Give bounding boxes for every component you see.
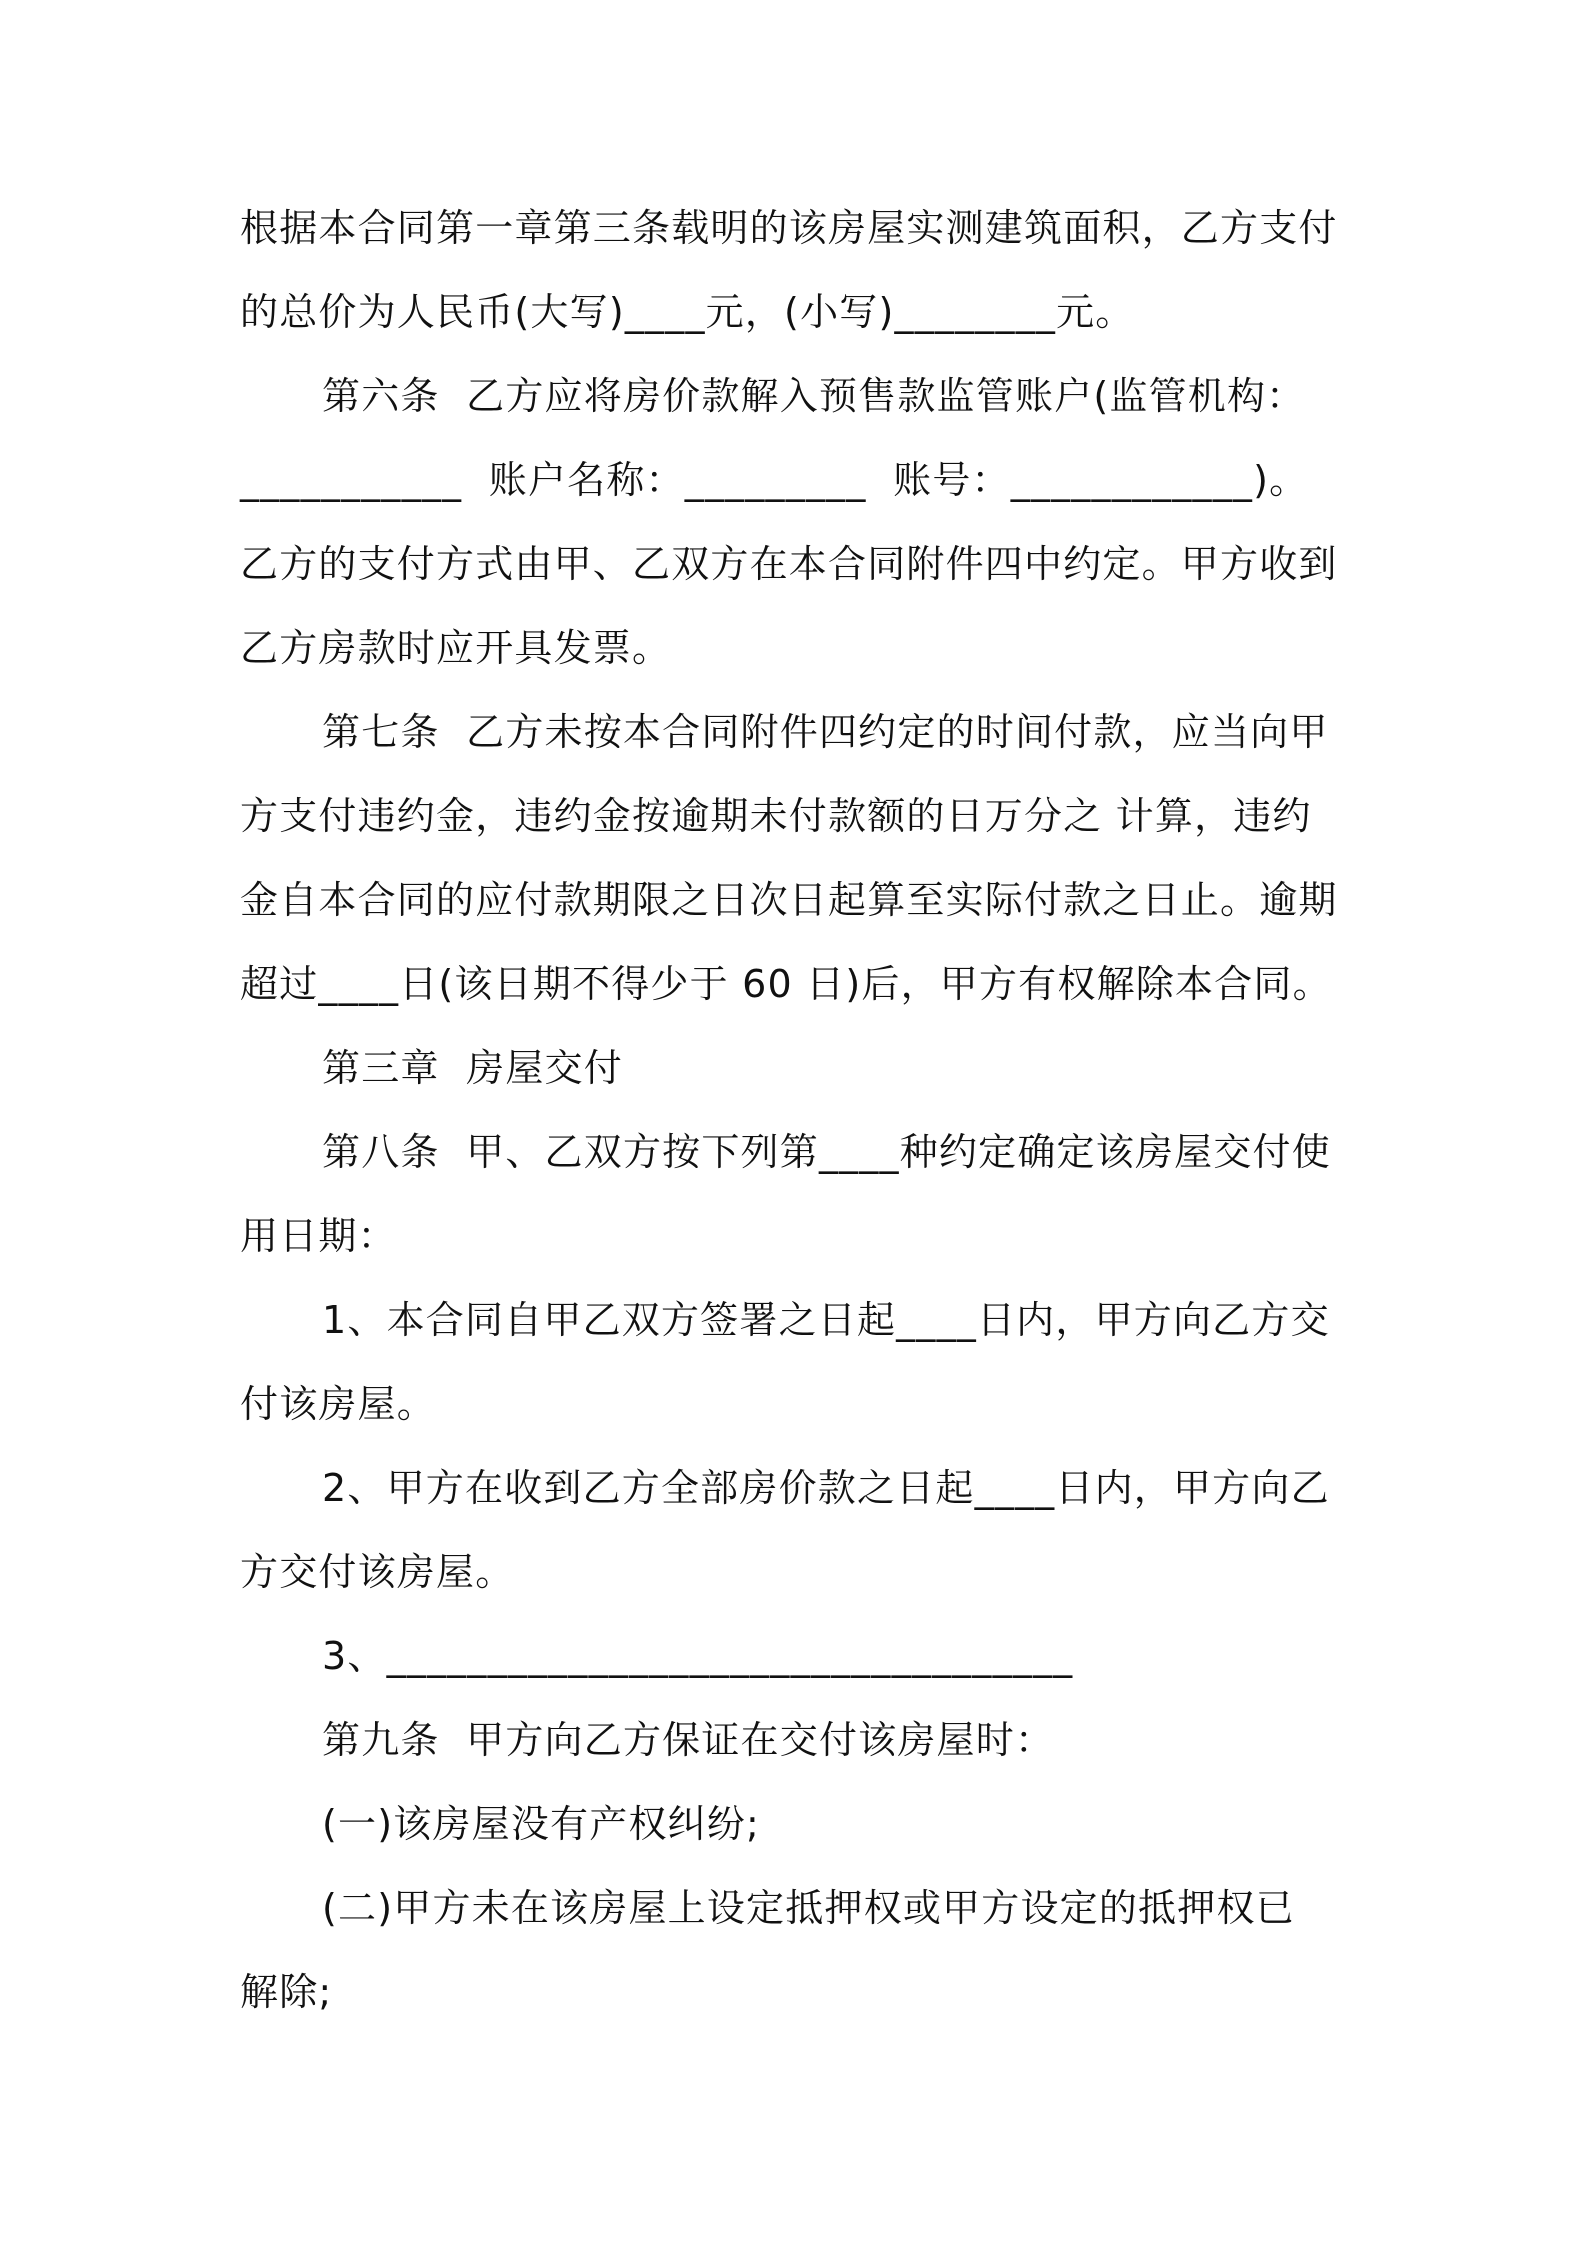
paragraph-line: 用日期： — [240, 1214, 397, 1258]
paragraph-line: 方交付该房屋。 — [240, 1550, 515, 1594]
paragraph-line: 付该房屋。 — [240, 1382, 437, 1426]
article-8-heading-line: 第八条 甲、乙双方按下列第____种约定确定该房屋交付使 — [322, 1130, 1331, 1174]
paragraph-line: 金自本合同的应付款期限之日次日起算至实际付款之日止。逾期 — [240, 878, 1338, 922]
paragraph-line: 超过____日(该日期不得少于 60 日)后，甲方有权解除本合同。 — [240, 962, 1332, 1006]
paragraph-line: 乙方房款时应开具发票。 — [240, 626, 672, 670]
list-item-2: 2、甲方在收到乙方全部房价款之日起____日内，甲方向乙 — [322, 1466, 1330, 1510]
article-7-heading-line: 第七条 乙方未按本合同附件四约定的时间付款，应当向甲 — [322, 710, 1329, 754]
article-9-heading-line: 第九条 甲方向乙方保证在交付该房屋时： — [322, 1718, 1055, 1762]
list-item-3: 3、__________________________________ — [322, 1634, 1074, 1678]
paragraph-line: 方支付违约金，违约金按逾期未付款额的日万分之 计算，违约 — [240, 794, 1312, 838]
paragraph-line: ___________ 账户名称：_________ 账号：____________)。 — [240, 458, 1309, 502]
guarantee-item-2: (二)甲方未在该房屋上设定抵押权或甲方设定的抵押权已 — [322, 1886, 1295, 1930]
paragraph-line: 乙方的支付方式由甲、乙双方在本合同附件四中约定。甲方收到 — [240, 542, 1338, 586]
paragraph-line: 解除; — [240, 1970, 333, 2014]
paragraph-line: 的总价为人民币(大写)____元，(小写)________元。 — [240, 290, 1135, 334]
chapter-3-heading: 第三章 房屋交付 — [322, 1046, 623, 1090]
guarantee-item-1: (一)该房屋没有产权纠纷; — [322, 1802, 761, 1846]
list-item-1: 1、本合同自甲乙双方签署之日起____日内，甲方向乙方交 — [322, 1298, 1330, 1342]
paragraph-line: 根据本合同第一章第三条载明的该房屋实测建筑面积，乙方支付 — [240, 206, 1338, 250]
article-6-heading-line: 第六条 乙方应将房价款解入预售款监管账户(监管机构： — [322, 374, 1306, 418]
